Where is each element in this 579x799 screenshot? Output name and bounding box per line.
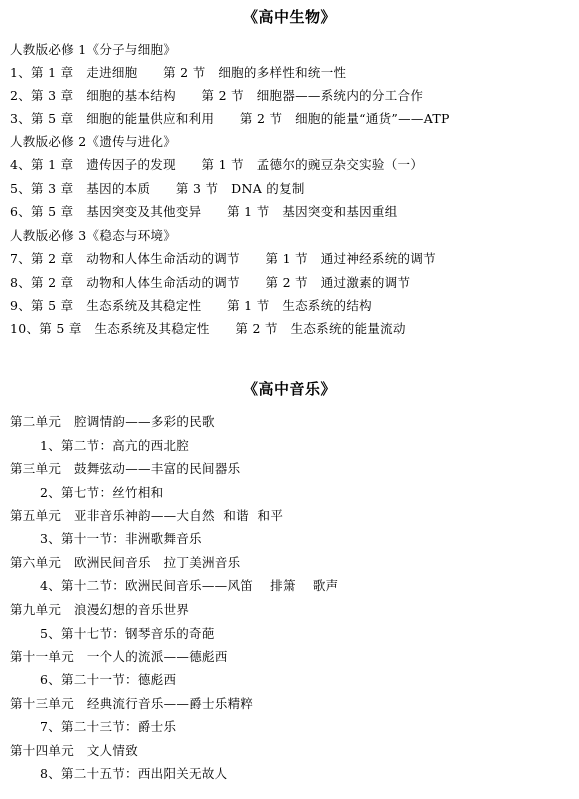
bio-list-item: 10、第 5 章 生态系统及其稳定性 第 2 节 生态系统的能量流动 [10, 321, 406, 336]
music-section-item: 3、第十一节：非洲歌舞音乐 [40, 531, 202, 546]
music-unit-heading: 第三单元 鼓舞弦动——丰富的民间器乐 [10, 461, 241, 476]
bio-list-item: 7、第 2 章 动物和人体生命活动的调节 第 1 节 通过神经系统的调节 [10, 251, 436, 266]
music-section-item: 5、第十七节：钢琴音乐的奇葩 [40, 626, 215, 641]
music-unit-heading: 第六单元 欧洲民间音乐 拉丁美洲音乐 [10, 555, 241, 570]
music-unit-heading: 第十四单元 文人情致 [10, 743, 139, 758]
music-unit-heading: 第五单元 亚非音乐神韵——大自然 和谐 和平 [10, 508, 284, 523]
bio-list-item: 2、第 3 章 细胞的基本结构 第 2 节 细胞器——系统内的分工合作 [10, 88, 424, 103]
music-section-item: 7、第二十三节：爵士乐 [40, 719, 177, 734]
music-unit-heading: 第二单元 腔调情韵——多彩的民歌 [10, 414, 215, 429]
music-unit-heading: 第十一单元 一个人的流派——德彪西 [10, 649, 228, 664]
music-section-item: 1、第二节：高亢的西北腔 [40, 438, 190, 453]
bio-textbook-heading: 人教版必修 1《分子与细胞》 [10, 42, 177, 57]
bio-list-item: 3、第 5 章 细胞的能量供应和利用 第 2 节 细胞的能量“通货”——ATP [10, 111, 450, 126]
bio-textbook-heading: 人教版必修 2《遗传与进化》 [10, 134, 177, 149]
bio-list-item: 6、第 5 章 基因突变及其他变异 第 1 节 基因突变和基因重组 [10, 204, 398, 219]
music-section-item: 8、第二十五节：西出阳关无故人 [40, 766, 228, 781]
music-section-item: 2、第七节：丝竹相和 [40, 485, 164, 500]
music-unit-heading: 第十三单元 经典流行音乐——爵士乐精粹 [10, 696, 254, 711]
bio-list-item: 8、第 2 章 动物和人体生命活动的调节 第 2 节 通过激素的调节 [10, 275, 411, 290]
bio-list-item: 9、第 5 章 生态系统及其稳定性 第 1 节 生态系统的结构 [10, 298, 372, 313]
music-unit-heading: 第九单元 浪漫幻想的音乐世界 [10, 602, 190, 617]
bio-textbook-heading: 人教版必修 3《稳态与环境》 [10, 228, 177, 243]
bio-list-item: 4、第 1 章 遗传因子的发现 第 1 节 孟德尔的豌豆杂交实验（一） [10, 157, 424, 172]
bio-list-item: 5、第 3 章 基因的本质 第 3 节 DNA 的复制 [10, 181, 305, 196]
biology-title: 《高中生物》 [242, 8, 336, 26]
music-section-item: 4、第十二节：欧洲民间音乐——风笛 排箫 歌声 [40, 578, 339, 593]
music-title: 《高中音乐》 [242, 380, 336, 398]
music-section-item: 6、第二十一节：德彪西 [40, 672, 177, 687]
bio-list-item: 1、第 1 章 走进细胞 第 2 节 细胞的多样性和统一性 [10, 65, 347, 80]
